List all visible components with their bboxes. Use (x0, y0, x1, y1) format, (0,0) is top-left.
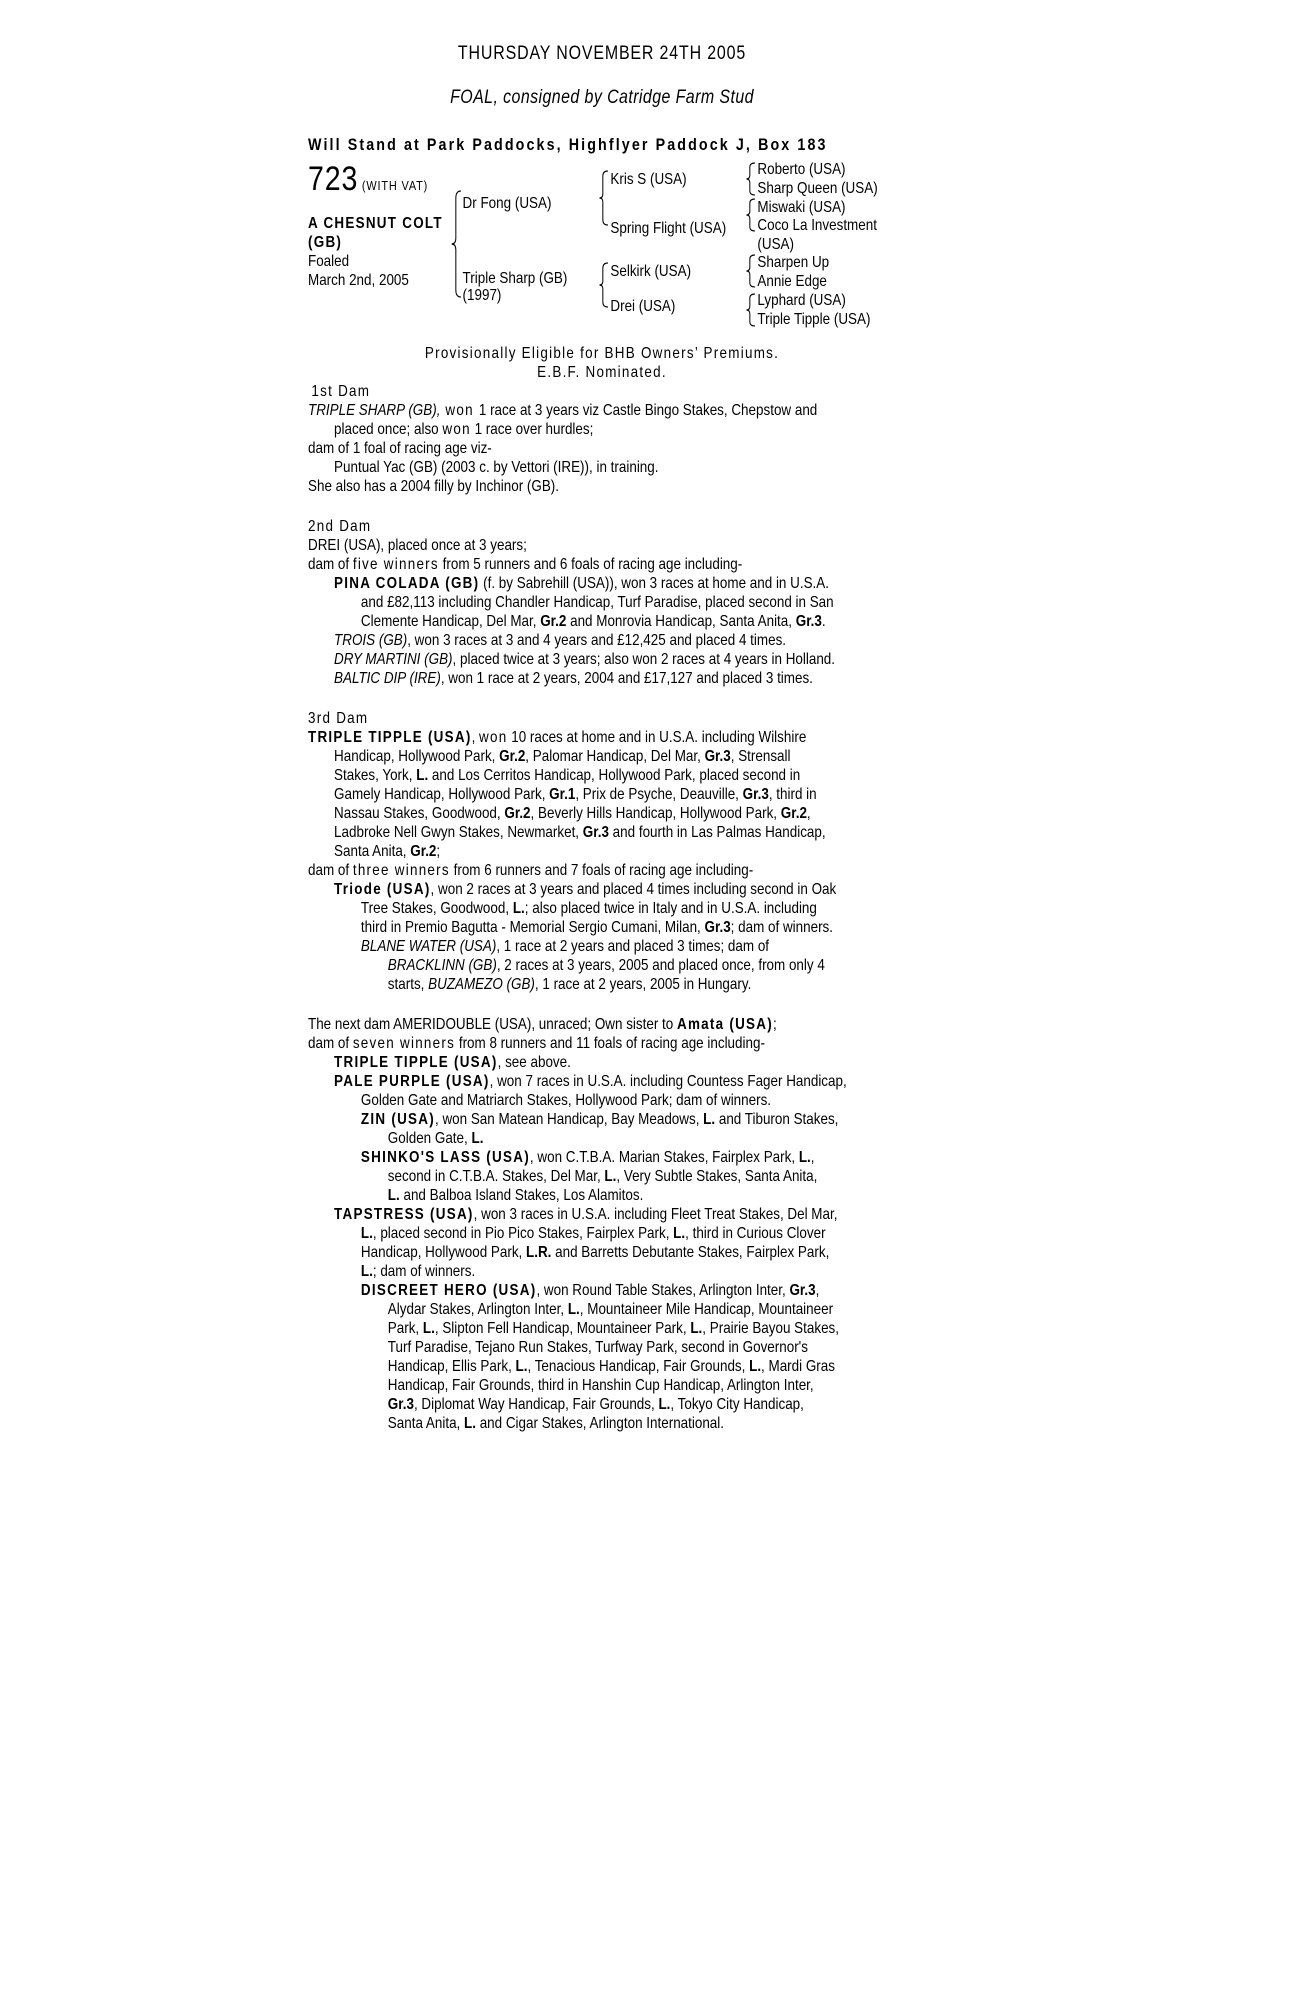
grade: L. (658, 1396, 671, 1413)
text: , Palomar Handicap, Del Mar, (525, 748, 705, 765)
produce-summary: dam of 1 foal of racing age viz- (308, 440, 492, 457)
dam-name: TRIPLE SHARP (GB), (308, 402, 441, 419)
text: Stakes, York, (334, 767, 417, 784)
grade: L. (749, 1358, 762, 1375)
horse-name: DISCREET HERO (USA) (360, 1282, 537, 1299)
winners-text: seven winners (352, 1035, 456, 1052)
grade: Gr.3 (795, 613, 822, 630)
second-dam-section (308, 517, 896, 688)
grade: L. (798, 1149, 811, 1166)
text: Ladbroke Nell Gwyn Stakes, Newmarket, (334, 824, 583, 841)
grade: Gr.2 (499, 748, 526, 765)
text: ; dam of winners. (372, 1263, 476, 1280)
text: second in C.T.B.A. Stakes, Del Mar, (387, 1168, 605, 1185)
text: Nassau Stakes, Goodwood, (334, 805, 505, 822)
ss-brace (746, 162, 756, 196)
vat-note: (WITH VAT) (361, 178, 429, 193)
grade: L. (604, 1168, 617, 1185)
text: , see above. (497, 1054, 571, 1071)
text: Handicap, Hollywood Park, (334, 748, 500, 765)
text: Santa Anita, (387, 1415, 465, 1432)
second-dam-heading: 2nd Dam (308, 518, 372, 535)
dam-record: DREI (USA), placed once at 3 years; (308, 537, 527, 554)
horse-name: TROIS (GB) (334, 632, 408, 649)
text: , (815, 1282, 820, 1299)
text: (f. by Sabrehill (USA)), won 3 races at home and in U.S.A. (479, 575, 829, 592)
grade: L. (567, 1301, 580, 1318)
grade: L. (387, 1187, 400, 1204)
text: from 8 runners and 11 foals of racing age including- (455, 1035, 765, 1052)
first-dam-section (308, 382, 896, 496)
text: , Beverly Hills Handicap, Hollywood Park, (530, 805, 781, 822)
text: Handicap, Hollywood Park, (360, 1244, 527, 1261)
text: and Los Cerritos Handicap, Hollywood Park, placed second in (428, 767, 801, 784)
sire-dam-brace (451, 190, 463, 298)
grade: L. (360, 1225, 373, 1242)
dam-name: Triple Sharp (GB) (462, 270, 568, 287)
grade: L. (464, 1415, 476, 1432)
dam-dam: Drei (USA) (610, 298, 676, 315)
grade: Gr.2 (780, 805, 807, 822)
lot-description: A CHESNUT COLT (308, 215, 443, 232)
text: , (471, 729, 480, 746)
text: ; dam of winners. (730, 919, 834, 936)
gg-dam-2: Coco La Investment (757, 217, 877, 234)
produce-note: She also has a 2004 filly by Inchinor (GB). (308, 478, 560, 495)
text: , third in (768, 786, 817, 803)
horse-name: SHINKO'S LASS (USA) (360, 1149, 530, 1166)
grade: L. (515, 1358, 528, 1375)
text: , won 3 races in U.S.A. including Fleet Treat Stakes, Del Mar, (473, 1206, 838, 1223)
stand-location: Will Stand at Park Paddocks, Highflyer Paddock J, Box 183 (308, 135, 828, 154)
grade: Gr.3 (704, 919, 731, 936)
text: dam of (308, 1035, 353, 1052)
text: , Prairie Bayou Stakes, (702, 1320, 839, 1337)
text: dam of (308, 862, 353, 879)
horse-name: PALE PURPLE (USA) (334, 1073, 490, 1090)
grade: Gr.2 (504, 805, 531, 822)
text: Handicap, Ellis Park, (387, 1358, 516, 1375)
gg-dam-1: Sharp Queen (USA) (757, 180, 878, 197)
text: and Tiburon Stakes, (715, 1111, 839, 1128)
catalogue-page (308, 44, 896, 1433)
text: Tree Stakes, Goodwood, (360, 900, 513, 917)
text: , (810, 1149, 815, 1166)
sd-brace (746, 198, 756, 232)
horse-name: ZIN (USA) (360, 1111, 435, 1128)
dam-parents-brace (599, 262, 609, 308)
won-text: won (440, 402, 479, 419)
gg-sire-2: Miswaki (USA) (757, 199, 846, 216)
text: , Prix de Psyche, Deauville, (575, 786, 743, 803)
horse-name: BLANE WATER (USA) (360, 938, 497, 955)
grade: Gr.3 (387, 1396, 414, 1413)
winners-text: three winners (352, 862, 450, 879)
horse-name: PINA COLADA (GB) (334, 575, 480, 592)
third-dam-heading: 3rd Dam (308, 710, 369, 727)
text: starts, (387, 976, 429, 993)
ebf-line: E.B.F. Nominated. (537, 364, 667, 381)
horse-name: TAPSTRESS (USA) (334, 1206, 474, 1223)
text: , won C.T.B.A. Marian Stakes, Fairplex Park, (529, 1149, 799, 1166)
text: , won 7 races in U.S.A. including Countess Fager Handicap, (489, 1073, 847, 1090)
text: and Barretts Debutante Stakes, Fairplex Park, (551, 1244, 830, 1261)
horse-name: BALTIC DIP (IRE) (334, 670, 441, 687)
eligibility-line: Provisionally Eligible for BHB Owners’ Premiums. (424, 345, 780, 362)
lot-heading (308, 160, 429, 198)
won-text: won (479, 729, 508, 746)
foaled-label: Foaled (308, 253, 350, 270)
text: , won San Matean Handicap, Bay Meadows, (434, 1111, 704, 1128)
sire-parents-brace (599, 170, 609, 226)
text: and fourth in Las Palmas Handicap, (608, 824, 826, 841)
grade: L. (703, 1111, 716, 1128)
race-text: 1 race at 3 years viz Castle Bingo Stakes, Chepstow and (478, 402, 818, 419)
text: , Mountaineer Mile Handicap, Mountaineer (579, 1301, 834, 1318)
text: Gamely Handicap, Hollywood Park, (334, 786, 550, 803)
grade: Gr.3 (704, 748, 731, 765)
gg-dam-3: Annie Edge (757, 273, 827, 290)
grade: L. (512, 900, 525, 917)
text: , won 3 races at 3 and 4 years and £12,425 and placed 4 times. (407, 632, 787, 649)
text: ; (772, 1016, 777, 1033)
horse-name: Triode (USA) (334, 881, 431, 898)
text: and Balboa Island Stakes, Los Alamitos. (399, 1187, 644, 1204)
text: , Strensall (730, 748, 791, 765)
text: Alydar Stakes, Arlington Inter, (387, 1301, 568, 1318)
lot-number: 723 (308, 160, 359, 198)
text: Santa Anita, (334, 843, 411, 860)
text: . (821, 613, 826, 630)
text: Handicap, Fair Grounds, third in Hanshin Cup Handicap, Arlington Inter, (387, 1377, 814, 1394)
won-text: won (442, 421, 471, 438)
next-dam-section (308, 1015, 896, 1433)
gg-sire-1: Roberto (USA) (757, 161, 846, 178)
grade: L. (471, 1130, 484, 1147)
text: Clemente Handicap, Del Mar, (360, 613, 541, 630)
horse-name: Amata (USA) (676, 1016, 773, 1033)
grade: L. (422, 1320, 435, 1337)
text: , won 1 race at 2 years, 2004 and £17,127 and placed 3 times. (440, 670, 813, 687)
text: , Tokyo City Handicap, (670, 1396, 804, 1413)
race-text: placed once; also (334, 421, 443, 438)
dam-sire: Selkirk (USA) (610, 263, 692, 280)
sale-date: THURSDAY NOVEMBER 24TH 2005 (457, 43, 747, 64)
winners-text: five winners (352, 556, 439, 573)
dd-brace (746, 293, 756, 327)
text: , 2 races at 3 years, 2005 and placed once, from only 4 (496, 957, 825, 974)
text: and Cigar Stakes, Arlington International. (475, 1415, 725, 1432)
gg-dam-2-country: (USA) (757, 236, 794, 253)
third-dam-section (308, 709, 896, 994)
text: dam of (308, 556, 353, 573)
text: Turf Paradise, Tejano Run Stakes, Turfway Park, second in Governor's (387, 1339, 808, 1356)
sire-name: Dr Fong (USA) (462, 195, 552, 212)
text: , placed twice at 3 years; also won 2 races at 4 years in Holland. (452, 651, 836, 668)
ds-brace (746, 254, 756, 288)
text: Golden Gate, (387, 1130, 472, 1147)
lot-description-country: (GB) (308, 234, 343, 251)
pedigree-table (308, 160, 896, 344)
horse-name: BUZAMEZO (GB) (428, 976, 535, 993)
grade: Gr.3 (742, 786, 769, 803)
race-text: 1 race over hurdles; (470, 421, 594, 438)
text: , placed second in Pio Pico Stakes, Fairplex Park, (372, 1225, 674, 1242)
text: ; also placed twice in Italy and in U.S.A. including (524, 900, 817, 917)
horse-name: DRY MARTINI (GB) (334, 651, 453, 668)
text: and Monrovia Handicap, Santa Anita, (566, 613, 796, 630)
grade: L.R. (526, 1244, 552, 1261)
text: Park, (387, 1320, 423, 1337)
gg-sire-4: Lyphard (USA) (757, 292, 846, 309)
grade: L. (673, 1225, 686, 1242)
grade: Gr.2 (410, 843, 437, 860)
grade: L. (690, 1320, 703, 1337)
text: , won 2 races at 3 years and placed 4 times including second in Oak (430, 881, 837, 898)
text: , Slipton Fell Handicap, Mountaineer Park, (434, 1320, 691, 1337)
text: from 5 runners and 6 foals of racing age including- (438, 556, 743, 573)
sire-dam: Spring Flight (USA) (610, 220, 727, 237)
text: , Very Subtle Stakes, Santa Anita, (616, 1168, 818, 1185)
gg-sire-3: Sharpen Up (757, 254, 830, 271)
horse-name: BRACKLINN (GB) (387, 957, 497, 974)
text: The next dam AMERIDOUBLE (USA), unraced; Own sister to (308, 1016, 677, 1033)
text: , Diplomat Way Handicap, Fair Grounds, (413, 1396, 659, 1413)
dam-year: (1997) (462, 287, 502, 304)
text: , won Round Table Stakes, Arlington Inter, (536, 1282, 790, 1299)
grade: Gr.3 (789, 1282, 816, 1299)
consignor-line: FOAL, consigned by Catridge Farm Stud (450, 87, 754, 108)
text: ; (436, 843, 441, 860)
text: and £82,113 including Chandler Handicap, Turf Paradise, placed second in San (360, 594, 834, 611)
text: third in Premio Bagutta - Memorial Sergio Cumani, Milan, (360, 919, 705, 936)
grade: Gr.3 (582, 824, 609, 841)
grade: L. (416, 767, 429, 784)
foaled-date: March 2nd, 2005 (308, 272, 409, 289)
grade: Gr.1 (549, 786, 576, 803)
text: Golden Gate and Matriarch Stakes, Hollywood Park; dam of winners. (360, 1092, 772, 1109)
text: , 1 race at 2 years and placed 3 times; dam of (496, 938, 770, 955)
text: , (806, 805, 811, 822)
text: from 6 runners and 7 foals of racing age including- (449, 862, 754, 879)
text: , 1 race at 2 years, 2005 in Hungary. (534, 976, 752, 993)
grade: L. (360, 1263, 373, 1280)
text: 10 races at home and in U.S.A. including Wilshire (507, 729, 807, 746)
text: , Mardi Gras (761, 1358, 835, 1375)
text: , third in Curious Clover (685, 1225, 826, 1242)
grade: Gr.2 (540, 613, 567, 630)
gg-dam-4: Triple Tipple (USA) (757, 311, 871, 328)
sire-sire: Kris S (USA) (610, 171, 687, 188)
produce-entry: Puntual Yac (GB) (2003 c. by Vettori (IRE)), in training. (334, 459, 659, 476)
first-dam-heading: 1st Dam (311, 383, 371, 400)
horse-name: TRIPLE TIPPLE (USA) (334, 1054, 498, 1071)
text: , Tenacious Handicap, Fair Grounds, (527, 1358, 750, 1375)
horse-name: TRIPLE TIPPLE (USA) (308, 729, 472, 746)
